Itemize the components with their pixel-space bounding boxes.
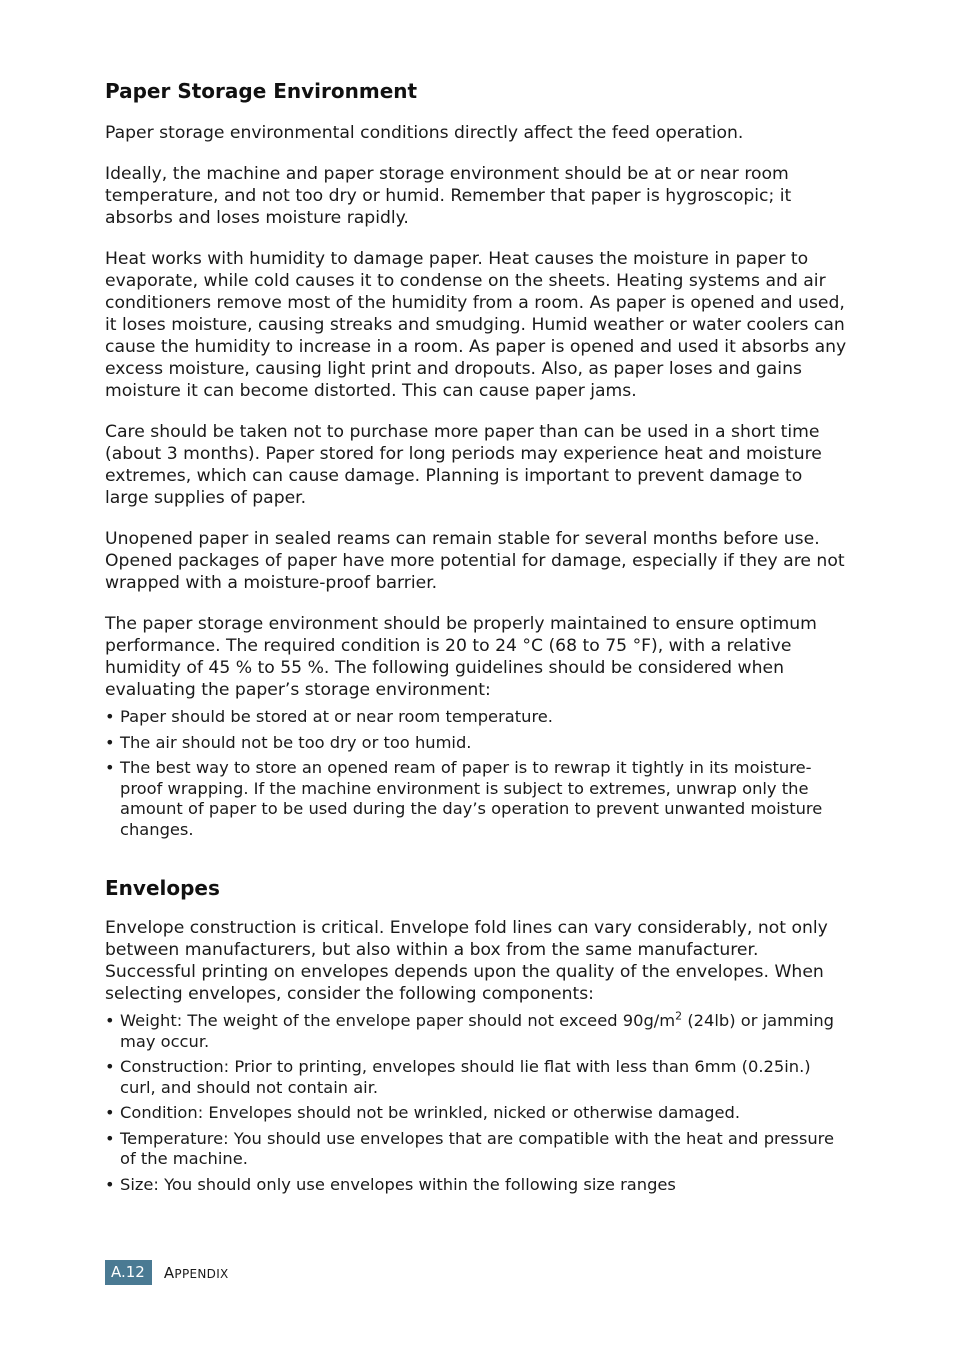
list-item-text: Temperature: You should use envelopes that are compatible with the heat and pressure of the machine. [120, 1128, 835, 1168]
weight-text-rest: (24lb) or jamming may occur. [120, 1011, 834, 1051]
envelope-components-list [105, 1011, 850, 1195]
footer-title-rest: PPENDIX [174, 1266, 229, 1281]
list-item-text: Construction: Prior to printing, envelopes should lie flat with less than 6mm (0.25in.) curl, and should not contain air. [120, 1057, 811, 1097]
weight-text: Weight: The weight of the envelope paper should not exceed 90g/m [120, 1011, 676, 1030]
list-item-text: Paper should be stored at or near room temperature. [120, 707, 553, 726]
bullet-marker: • [105, 1103, 115, 1122]
list-item [105, 1175, 850, 1196]
paragraph: Envelope construction is critical. Envelope fold lines can vary considerably, not only between manufacturers, but also within a box from the same manufacturer. Successful printing on envelopes depends upon the quality of the envelopes. When selecting envelopes, consider the following components: [105, 918, 828, 1004]
section-heading-paper-storage: Paper Storage Environment [105, 79, 418, 103]
bullet-marker: • [105, 1128, 115, 1148]
page-number-badge: A.12 [105, 1260, 152, 1285]
list-item-text: Size: You should only use envelopes within the following size ranges [120, 1174, 676, 1194]
list-item-text: The air should not be too dry or too humid. [120, 732, 472, 752]
list-item [105, 1129, 850, 1170]
list-item [105, 707, 850, 728]
paragraph: Unopened paper in sealed reams can remain stable for several months before use. Opened packages of paper have more potential for damage, especially if they are not wrapped with a moisture-proof barrier. [105, 529, 845, 593]
bullet-marker: • [105, 732, 115, 752]
list-item [105, 1057, 850, 1098]
bullet-marker: • [105, 1174, 115, 1194]
footer-section-title [164, 1264, 229, 1282]
paragraph: Ideally, the machine and paper storage environment should be at or near room temperature, and not too dry or humid. Remember that paper is hygroscopic; it absorbs and loses moisture rapidly. [105, 164, 792, 228]
footer-title-initial: A [163, 1263, 175, 1282]
paragraph: Care should be taken not to purchase more paper than can be used in a short time (about 3 months). Paper stored for long periods may experience heat and moisture extremes, which can cause damage. Planning is important to prevent damage to large supplies of paper. [105, 422, 822, 508]
list-item-text: The best way to store an opened ream of paper is to rewrap it tightly in its moisture-proof wrapping. If the machine environment is subject to extremes, unwrap only the amount of paper to be used during the day’s operation to prevent unwanted moisture changes. [120, 758, 823, 839]
paragraph: Paper storage environmental conditions directly affect the feed operation. [105, 123, 744, 143]
bullet-marker: • [105, 1057, 115, 1076]
superscript: 2 [675, 1009, 683, 1023]
page-footer [105, 1260, 229, 1285]
page-content [105, 78, 850, 1200]
bullet-marker: • [105, 758, 115, 777]
list-item [105, 1103, 850, 1124]
list-item [105, 758, 850, 840]
bullet-marker: • [105, 1011, 115, 1030]
list-item [105, 733, 850, 754]
storage-guidelines-list [105, 707, 850, 840]
bullet-marker: • [105, 707, 115, 726]
paragraph: Heat works with humidity to damage paper. Heat causes the moisture in paper to evaporate, while cold causes it to condense on the sheets. Heating systems and air conditioners remove most of the humidity from a room. As paper is opened and used, it loses moisture, causing streaks and smudging. Humid weather or water coolers can cause the humidity to increase in a room. As paper is opened and used it absorbs any excess moisture, causing light print and dropouts. Also, as paper loses and gains moisture it can become distorted. This can cause paper jams. [105, 249, 847, 401]
list-item-text: Condition: Envelopes should not be wrinkled, nicked or otherwise damaged. [120, 1103, 740, 1122]
list-item [105, 1011, 850, 1052]
section-heading-envelopes: Envelopes [105, 876, 220, 900]
paragraph: The paper storage environment should be properly maintained to ensure optimum performance. The required condition is 20 to 24 °C (68 to 75 °F), with a relative humidity of 45 % to 55 %. The following guidelines should be considered when evaluating the paper’s storage environment: [105, 614, 817, 700]
